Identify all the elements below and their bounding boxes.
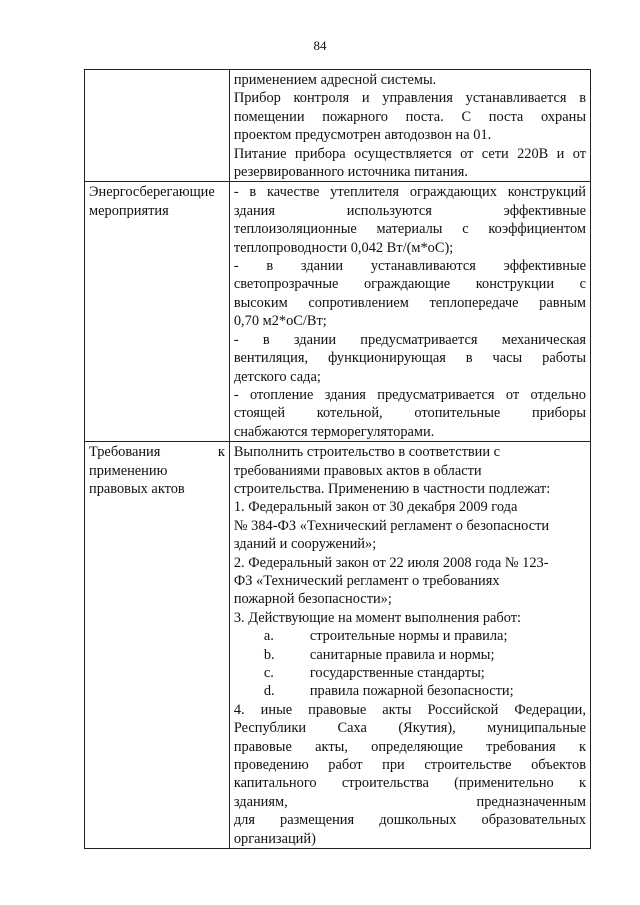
requirements-table	[84, 69, 591, 849]
sub-list-marker: d.	[263, 683, 275, 700]
row2-line: детского сада;	[233, 368, 321, 385]
row2-left-cell	[85, 182, 230, 442]
sub-list-item	[234, 646, 586, 664]
row2-line: - в здании предусматривается механическая	[233, 331, 586, 348]
row2-right-cell	[229, 182, 590, 442]
row3-label-word: к	[217, 444, 225, 461]
row3-line: для размещения дошкольных образовательных	[233, 812, 586, 829]
row2-line: - отопление здания предусматривается от отдельно	[233, 386, 586, 403]
row2-line: светопрозрачные ограждающие конструкции с	[233, 276, 586, 293]
row3-line: зданий и сооружений»;	[233, 536, 377, 553]
table-row-energy-saving	[85, 182, 591, 442]
row2-line: - в здании устанавливаются эффективные	[233, 258, 586, 275]
row3-line: капитального строительства (применительно к	[233, 775, 586, 792]
row2-line: вентиляция, функционирующая в часы работы	[233, 350, 586, 367]
row3-left-cell	[85, 442, 230, 849]
row2-line: теплоизоляционные материалы с коэффициентом	[233, 221, 586, 238]
sub-list-item	[234, 664, 586, 682]
row2-line: высоким сопротивлением теплопередаче равным	[233, 294, 586, 311]
row2-label-line: Энергосберегающие	[89, 184, 215, 201]
sub-list-text: государственные стандарты;	[309, 665, 485, 681]
row3-line: 4. иные правовые акты Российской Федерации,	[233, 701, 586, 718]
row3-line: требованиями правовых актов в области	[233, 462, 482, 479]
row1-left-cell	[85, 70, 230, 182]
row3-line: зданиям, предназначенным	[233, 793, 586, 810]
row2-label-line: мероприятия	[89, 202, 169, 219]
sub-list-item	[234, 627, 586, 645]
row3-line: проведению работ при строительстве объектов	[233, 757, 586, 774]
row3-label-first-line	[89, 443, 225, 461]
sub-list-text: санитарные правила и нормы;	[309, 646, 495, 663]
row3-line: пожарной безопасности»;	[233, 591, 392, 608]
row3-line: № 384-ФЗ «Технический регламент о безопасности	[233, 517, 550, 534]
row3-label-word: Требования	[89, 444, 161, 461]
row1-line: Питание прибора осуществляется от сети 220В и от	[233, 145, 586, 162]
row2-line: - в качестве утеплителя ограждающих конструкций	[233, 184, 586, 201]
row3-right-cell	[229, 442, 590, 849]
row2-line: теплопроводности 0,042 Вт/(м*оС);	[233, 239, 454, 256]
row3-line: 1. Федеральный закон от 30 декабря 2009 года	[233, 499, 518, 516]
sub-list-item	[234, 682, 586, 700]
row3-label-line: правовых актов	[89, 480, 185, 497]
sub-list-text: строительные нормы и правила;	[309, 628, 508, 645]
row3-line: 2. Федеральный закон от 22 июля 2008 года № 123-	[233, 554, 549, 571]
sub-list-marker: b.	[263, 646, 275, 663]
row3-line: правовые акты, определяющие требования к	[233, 738, 586, 755]
row1-right-cell	[229, 70, 590, 182]
row3-line: Республики Саха (Якутия), муниципальные	[233, 720, 586, 737]
row1-line: проектом предусмотрен автодозвон на 01.	[233, 127, 492, 144]
row3-label-line: применению	[89, 462, 168, 479]
table-row-alarm-system	[85, 70, 591, 182]
row1-line: помещении пожарного поста. С поста охраны	[233, 108, 586, 125]
row1-line: применением адресной системы.	[233, 72, 437, 88]
row3-line: ФЗ «Технический регламент о требованиях	[233, 572, 500, 589]
row3-line: организаций)	[233, 830, 316, 847]
page-number: 84	[313, 38, 327, 53]
row2-line: 0,70 м2*оС/Вт;	[233, 313, 327, 330]
row2-line: стоящей котельной, отопительные приборы	[233, 405, 586, 422]
row3-line: строительства. Применению в частности подлежат:	[233, 480, 551, 497]
row3-line: 3. Действующие на момент выполнения работ:	[233, 609, 522, 626]
table-row-legal-acts	[85, 442, 591, 849]
sub-list-text: правила пожарной безопасности;	[309, 683, 514, 700]
row2-line: здания используются эффективные	[233, 202, 586, 219]
row1-line: резервированного источника питания.	[233, 164, 468, 181]
row3-line: Выполнить строительство в соответствии с	[233, 444, 501, 461]
sub-list-marker: a.	[263, 628, 274, 645]
row1-line: Прибор контроля и управления устанавливается в	[233, 90, 586, 107]
sub-list-marker: c.	[263, 665, 274, 681]
row2-line: снабжаются терморегуляторами.	[233, 423, 435, 440]
